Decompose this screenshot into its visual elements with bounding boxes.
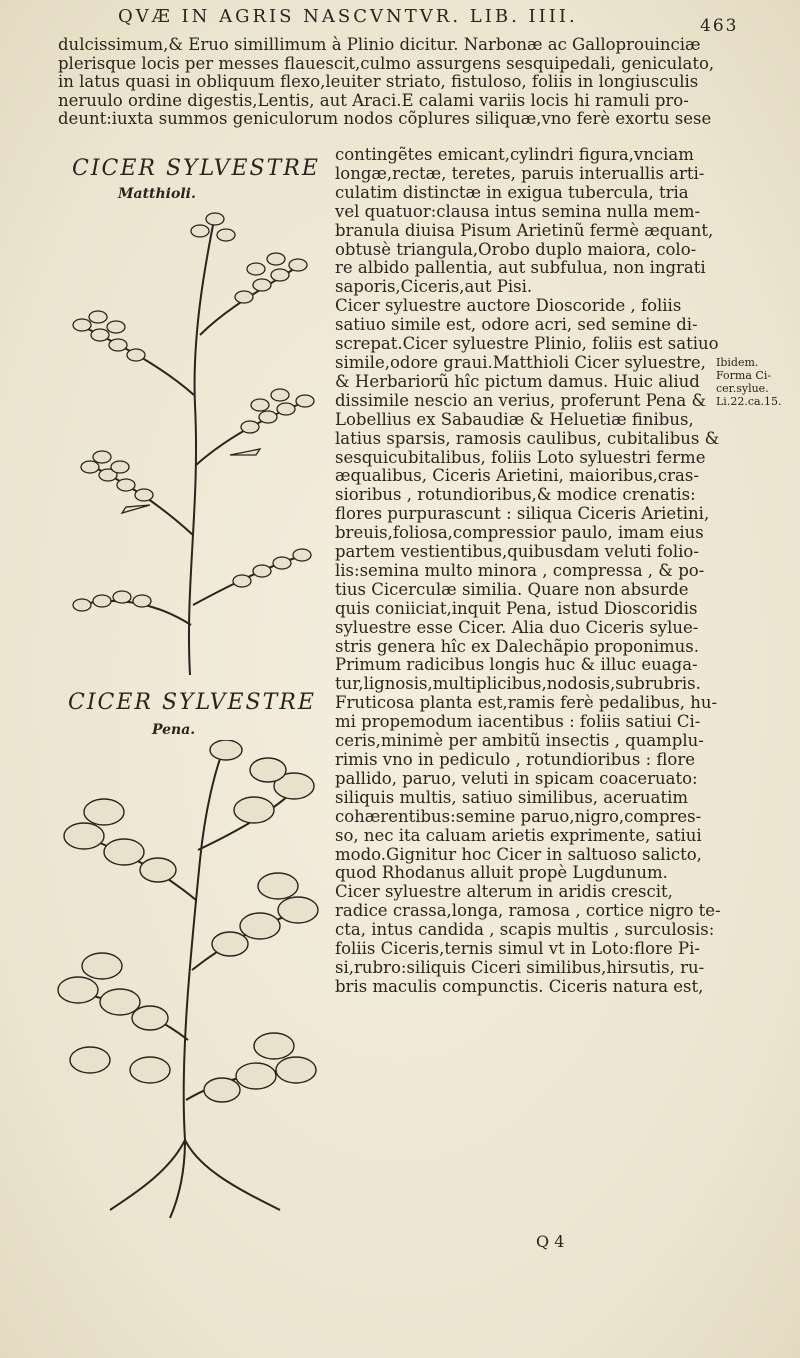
text-line: branula diuisa Pisum Arietinũ fermè æquant,: [335, 220, 714, 240]
figure-2-caption: CICER SYLVESTRE: [68, 690, 316, 715]
text-line: so, nec ita caluam arietis exprimente, satiui: [335, 825, 702, 845]
text-line: tius Cicerculæ similia. Quare non absurde: [335, 579, 689, 599]
text-line: flores purpurascunt : siliqua Ciceris Arietini,: [335, 504, 710, 524]
text-line: ceris,minimè per ambitũ insectis , quamplu-: [335, 731, 704, 751]
text-line: screpat.Cicer syluestre Plinio, foliis est satiuo: [335, 334, 719, 354]
text-line: syluestre esse Cicer. Alia duo Ciceris sylue-: [335, 617, 699, 637]
text-line: Primum radicibus longis huc & illuc euaga-: [335, 655, 698, 675]
text-line: æqualibus, Ciceris Arietini, maioribus,cras-: [335, 466, 699, 486]
text-line: cohærentibus:semine paruo,nigro,compres-: [335, 806, 702, 826]
text-line: tur,lignosis,multiplicibus,nodosis,subrubris.: [335, 674, 701, 694]
text-line: rimis vno in pediculo , rotundioribus : flore: [335, 750, 695, 769]
figure-2-attribution: Pena.: [152, 722, 196, 738]
text-line: Cicer syluestre alterum in aridis crescit,: [335, 882, 673, 902]
text-line: deunt:iuxta summos geniculorum nodos cõplures siliquæ,vno ferè exortu sese: [58, 109, 712, 128]
text-line: latius sparsis, ramosis caulibus, cubitalibus &: [335, 428, 720, 448]
running-title: QVÆ IN AGRIS NASCVNTVR. LIB. IIII.: [118, 6, 578, 27]
text-line: Cicer syluestre auctore Dioscoride , foliis: [335, 296, 682, 316]
text-line: contingẽtes emicant,cylindri figura,vnciam: [335, 145, 694, 164]
text-line: siliquis multis, satiuo similibus, aceruatim: [335, 787, 689, 807]
text-line: dulcissimum,& Eruo simillimum à Plinio dicitur. Narbonæ ac Galloprouinciæ: [58, 35, 701, 54]
margin-note: Forma Ci-: [716, 369, 772, 382]
text-line: neruulo ordine digestis,Lentis, aut Araci.E calami variis locis hi ramuli pro-: [58, 90, 689, 110]
text-line: quis coniiciat,inquit Pena, istud Dioscoridis: [335, 598, 698, 618]
text-line: modo.Gignitur hoc Cicer in saltuoso salicto,: [335, 844, 702, 864]
text-line: si,rubro:siliquis Ciceri similibus,hirsutis, ru-: [335, 957, 705, 977]
text-line: pallido, paruo, veluti in spicam coaceruato:: [335, 768, 698, 788]
plant-woodcut-1: [50, 205, 330, 675]
margin-note: Ibidem.: [716, 356, 759, 369]
text-line: quod Rhodanus alluit propè Lugdunum.: [335, 863, 668, 883]
text-line: cta, intus candida , scapis multis , surculosis:: [335, 920, 715, 940]
top-paragraph: [58, 36, 718, 129]
text-line: Lobellius ex Sabaudiæ & Heluetiæ finibus,: [335, 409, 694, 429]
text-line: partem vestientibus,quibusdam veluti folio-: [335, 542, 699, 562]
margin-notes: [716, 356, 796, 408]
text-line: simile,odore graui.Matthioli Cicer syluestre,: [335, 352, 706, 372]
text-line: obtusè triangula,Orobo duplo maiora, colo-: [335, 239, 697, 259]
text-line: mi propemodum iacentibus : foliis satiui Ci-: [335, 712, 701, 732]
text-line: vel quatuor:clausa intus semina nulla mem-: [335, 201, 701, 221]
margin-note: Li.22.ca.15.: [716, 395, 782, 408]
text-line: breuis,foliosa,compressior paulo, imam eius: [335, 523, 704, 543]
plant-illustration-matthioli: [50, 205, 330, 675]
text-line: radice crassa,longa, ramosa , cortice nigro te-: [335, 901, 721, 921]
plant-woodcut-2: [50, 740, 320, 1220]
text-line: dissimile nescio an verius, proferunt Pena &: [335, 390, 707, 410]
text-line: satiuo simile est, odore acri, sed semine di-: [335, 315, 698, 335]
main-column: [335, 145, 721, 997]
text-line: re albido pallentia, aut subfulua, non ingrati: [335, 258, 706, 278]
signature-mark: Q 4: [536, 1232, 565, 1251]
text-line: sioribus , rotundioribus,& modice crenatis:: [335, 485, 696, 505]
text-line: longæ,rectæ, teretes, paruis interuallis arti-: [335, 163, 705, 183]
plant-illustration-pena: [50, 740, 320, 1220]
text-line: bris maculis compunctis. Ciceris natura est,: [335, 976, 704, 996]
text-line: foliis Ciceris,ternis simul vt in Loto:flore Pi-: [335, 939, 700, 959]
text-line: lis:semina multo minora , compressa , & po-: [335, 560, 705, 580]
text-line: stris genera hîc ex Dalechãpio proponimus.: [335, 636, 699, 656]
text-line: culatim distinctæ in exigua tubercula, tria: [335, 182, 689, 202]
text-line: plerisque locis per messes flauescit,culmo assurgens sesquipedali, geniculato,: [58, 53, 715, 73]
text-line: in latus quasi in obliquum flexo,leuiter striato, fistuloso, foliis in longiusculis: [58, 72, 699, 91]
text-line: sesquicubitalibus, foliis Loto syluestri ferme: [335, 447, 706, 467]
folio-number: 463: [700, 16, 739, 36]
text-line: & Herbariorũ hîc pictum damus. Huic aliud: [335, 371, 700, 391]
figure-1-caption: CICER SYLVESTRE: [72, 156, 320, 181]
figure-1-attribution: Matthioli.: [118, 186, 196, 202]
text-line: saporis,Ciceris,aut Pisi.: [335, 277, 533, 297]
margin-note: cer.sylue.: [716, 382, 769, 395]
text-line: Fruticosa planta est,ramis ferè pedalibus, hu-: [335, 693, 718, 713]
